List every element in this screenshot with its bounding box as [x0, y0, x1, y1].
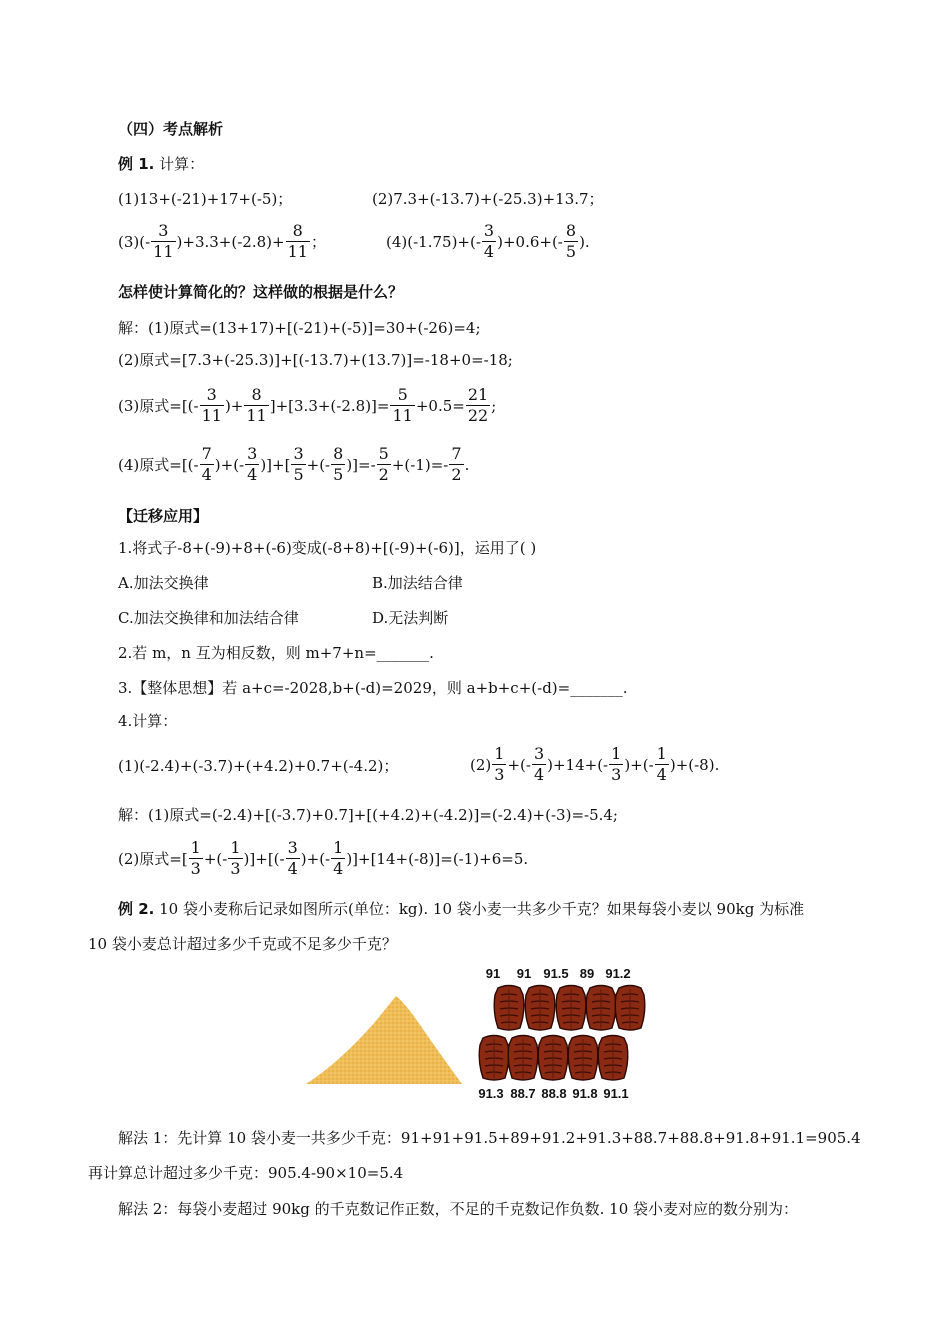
s4-f: +(-1)=-: [391, 455, 449, 474]
weight-label: 88.8: [541, 1086, 567, 1101]
wheat-sack-icon: [568, 1036, 598, 1081]
fraction: [189, 838, 203, 879]
wheat-sack-icon: [479, 1036, 509, 1081]
wheat-sack-icon: [598, 1036, 628, 1081]
wheat-figure: [300, 962, 660, 1102]
s3-d: +0.5=: [415, 396, 465, 415]
s4-e: )]=-: [346, 455, 376, 474]
weight-label: 89: [579, 966, 595, 981]
fraction: [331, 444, 345, 485]
bottom-weight-labels: [478, 1086, 628, 1101]
s4-g: .: [464, 455, 470, 474]
example-2-label: 例 2.: [118, 900, 155, 918]
p3-text-c: ；: [310, 232, 326, 251]
fraction: [466, 385, 490, 426]
fraction: [532, 744, 546, 785]
fraction: [245, 444, 259, 485]
numerator: 3: [483, 221, 495, 240]
problem-3: [118, 221, 326, 262]
p4-text-a: (4)(-1.75)+(-: [386, 232, 481, 251]
bottom-sacks: [479, 1036, 628, 1081]
s3-b: )+: [224, 396, 244, 415]
wheat-sack-icon: [508, 1036, 538, 1081]
ts2-b: +(-: [203, 849, 228, 868]
numerator: 5: [378, 444, 389, 463]
example-2-line-1: [118, 899, 804, 919]
wheat-sack-icon: [538, 1036, 568, 1081]
fraction: [331, 838, 345, 879]
question-4-part-1: (1)(-2.4)+(-3.7)+(+4.2)+0.7+(-4.2)；: [118, 757, 399, 775]
denominator: 4: [656, 765, 667, 784]
ts2-d: )+(-: [300, 849, 331, 868]
wheat-sack-icon: [586, 986, 616, 1031]
question-2: 2.若 m，n 互为相反数，则 m+7+n=_______.: [118, 644, 434, 662]
fraction: [151, 221, 175, 262]
transfer-title: 【迁移应用】: [118, 507, 209, 525]
method-1-line-1: 解法 1：先计算 10 袋小麦一共多少千克：91+91+91.5+89+91.2+91.3+88.7+88.8+91.8+91.1=905.4: [118, 1129, 861, 1147]
fraction: [655, 744, 669, 785]
ts2-c: )]+[(-: [243, 849, 285, 868]
denominator: 4: [201, 465, 212, 484]
denominator: 22: [467, 406, 489, 425]
fraction: [609, 744, 623, 785]
p3-text-b: )+3.3+(-2.8)+: [176, 232, 285, 251]
s4-b: )+(-: [214, 455, 245, 474]
numerator: 1: [190, 838, 201, 857]
denominator: 2: [451, 465, 462, 484]
denominator: 4: [287, 859, 298, 878]
numerator: 3: [151, 221, 175, 242]
numerator: 1: [611, 744, 622, 763]
numerator: 1: [230, 838, 241, 857]
solution-1: 解：(1)原式=(13+17)+[(-21)+(-5)]=30+(-26)=4;: [118, 319, 481, 337]
option-c: C.加法交换律和加法结合律: [118, 609, 299, 627]
transfer-solution-2: [118, 838, 528, 879]
s4-d: +(-: [306, 455, 331, 474]
option-a: A.加法交换律: [118, 574, 209, 592]
fraction: [564, 221, 578, 262]
option-d: D.无法判断: [372, 609, 449, 627]
numerator: 5: [390, 385, 414, 406]
fraction: [228, 838, 242, 879]
numerator: 7: [201, 444, 212, 463]
s3-c: ]+[3.3+(-2.8)]=: [269, 396, 390, 415]
denominator: 5: [293, 465, 304, 484]
q4p2-c: )+14+(-: [547, 755, 609, 774]
denominator: 11: [153, 242, 174, 261]
transfer-solution-1: 解：(1)原式=(-2.4)+[(-3.7)+0.7]+[(+4.2)+(-4.2)]=(-2.4)+(-3)=-5.4;: [118, 806, 618, 824]
denominator: 5: [333, 465, 344, 484]
problem-1: (1)13+(-21)+17+(-5)；: [118, 190, 293, 208]
method-1-line-2: 再计算总计超过多少千克：905.4-90×10=5.4: [88, 1164, 404, 1182]
fraction: [291, 444, 305, 485]
wheat-sack-icon: [494, 986, 524, 1031]
numerator: 3: [247, 444, 258, 463]
s3-a: (3)原式=[(-: [118, 396, 199, 415]
denominator: 3: [611, 765, 622, 784]
fraction: [482, 221, 496, 262]
method-2-line: 解法 2：每袋小麦超过 90kg 的千克数记作正数，不足的千克数记作负数. 10 袋小麦对应的数分别为：: [118, 1200, 799, 1218]
top-sacks: [494, 986, 645, 1031]
p3-text-a: (3)(-: [118, 232, 151, 251]
s4-a: (4)原式=[(-: [118, 455, 199, 474]
numerator: 8: [244, 385, 268, 406]
problem-2: (2)7.3+(-13.7)+(-25.3)+13.7；: [372, 190, 604, 208]
weight-label: 91.8: [572, 1086, 598, 1101]
numerator: 1: [494, 744, 505, 763]
denominator: 3: [494, 765, 505, 784]
numerator: 7: [451, 444, 462, 463]
fraction: [200, 444, 214, 485]
fraction: [200, 385, 224, 426]
s3-e: ;: [491, 396, 497, 415]
weight-label: 88.7: [510, 1086, 536, 1101]
weight-label: 91: [516, 966, 532, 981]
example-1-label: 例 1.: [118, 155, 155, 173]
numerator: 8: [286, 221, 310, 242]
numerator: 1: [656, 744, 667, 763]
wheat-sack-icon: [615, 986, 645, 1031]
denominator: 4: [533, 765, 545, 784]
denominator: 4: [333, 859, 344, 878]
denominator: 11: [287, 242, 308, 261]
numerator: 3: [533, 744, 545, 763]
weight-label: 91.1: [603, 1086, 629, 1101]
numerator: 1: [333, 838, 344, 857]
example-2-line-2: 10 袋小麦总计超过多少千克或不足多少千克？: [88, 935, 397, 953]
question-3: 3.【整体思想】若 a+c=-2028,b+(-d)=2029，则 a+b+c+(-d)=_______.: [118, 679, 628, 697]
numerator: 3: [293, 444, 304, 463]
fraction: [286, 221, 310, 262]
denominator: 11: [201, 406, 222, 425]
weight-label: 91.5: [543, 966, 569, 981]
fraction: [390, 385, 414, 426]
numerator: 8: [333, 444, 344, 463]
fraction: [244, 385, 268, 426]
example-1-instruction: 计算：: [154, 155, 205, 173]
solution-2: (2)原式=[7.3+(-25.3)]+[(-13.7)+(13.7)]=-18+0=-18;: [118, 351, 513, 369]
wheat-sack-icon: [556, 986, 586, 1031]
denominator: 2: [378, 465, 389, 484]
top-weight-labels: [486, 966, 631, 981]
denominator: 4: [483, 242, 495, 261]
denominator: 4: [247, 465, 258, 484]
option-b: B.加法结合律: [372, 574, 463, 592]
section-title: （四）考点解析: [118, 120, 224, 138]
problem-4: [386, 221, 590, 262]
denominator: 3: [190, 859, 201, 878]
example-1-question: 怎样使计算简化的？这样做的根据是什么？: [118, 283, 404, 301]
grain-pile: [306, 996, 462, 1084]
solution-4: [118, 444, 469, 485]
denominator: 11: [246, 406, 267, 425]
denominator: 11: [392, 406, 413, 425]
question-4-part-2: [470, 744, 719, 785]
weight-label: 91.2: [605, 966, 631, 981]
example-1-heading: [118, 154, 204, 174]
denominator: 3: [230, 859, 241, 878]
numerator: 3: [200, 385, 224, 406]
question-4: 4.计算：: [118, 712, 178, 730]
p4-text-b: )+0.6+(-: [497, 232, 563, 251]
ts2-e: )]+[14+(-8)]=(-1)+6=5.: [346, 849, 529, 868]
p4-text-c: ).: [579, 232, 590, 251]
numerator: 3: [287, 838, 298, 857]
weight-label: 91.3: [478, 1086, 504, 1101]
solution-3: [118, 385, 496, 426]
question-1: 1.将式子-8+(-9)+8+(-6)变成(-8+8)+[(-9)+(-6)]，运用了( ): [118, 539, 537, 557]
numerator: 21: [467, 385, 489, 404]
denominator: 5: [565, 242, 577, 261]
q4p2-e: )+(-8).: [669, 755, 720, 774]
weight-label: 91: [485, 966, 501, 981]
q4p2-d: )+(-: [624, 755, 654, 774]
fraction: [449, 444, 463, 485]
numerator: 8: [565, 221, 577, 240]
q4p2-b: +(-: [507, 755, 531, 774]
q4p2-a: (2): [470, 755, 492, 774]
example-2-text: 10 袋小麦称后记录如图所示(单位：kg). 10 袋小麦一共多少千克？如果每袋小麦以 90kg 为标准: [154, 900, 805, 918]
ts2-a: (2)原式=[: [118, 849, 188, 868]
wheat-sack-icon: [525, 986, 555, 1031]
fraction: [492, 744, 506, 785]
fraction: [377, 444, 391, 485]
fraction: [286, 838, 300, 879]
s4-c: )]+[: [260, 455, 291, 474]
